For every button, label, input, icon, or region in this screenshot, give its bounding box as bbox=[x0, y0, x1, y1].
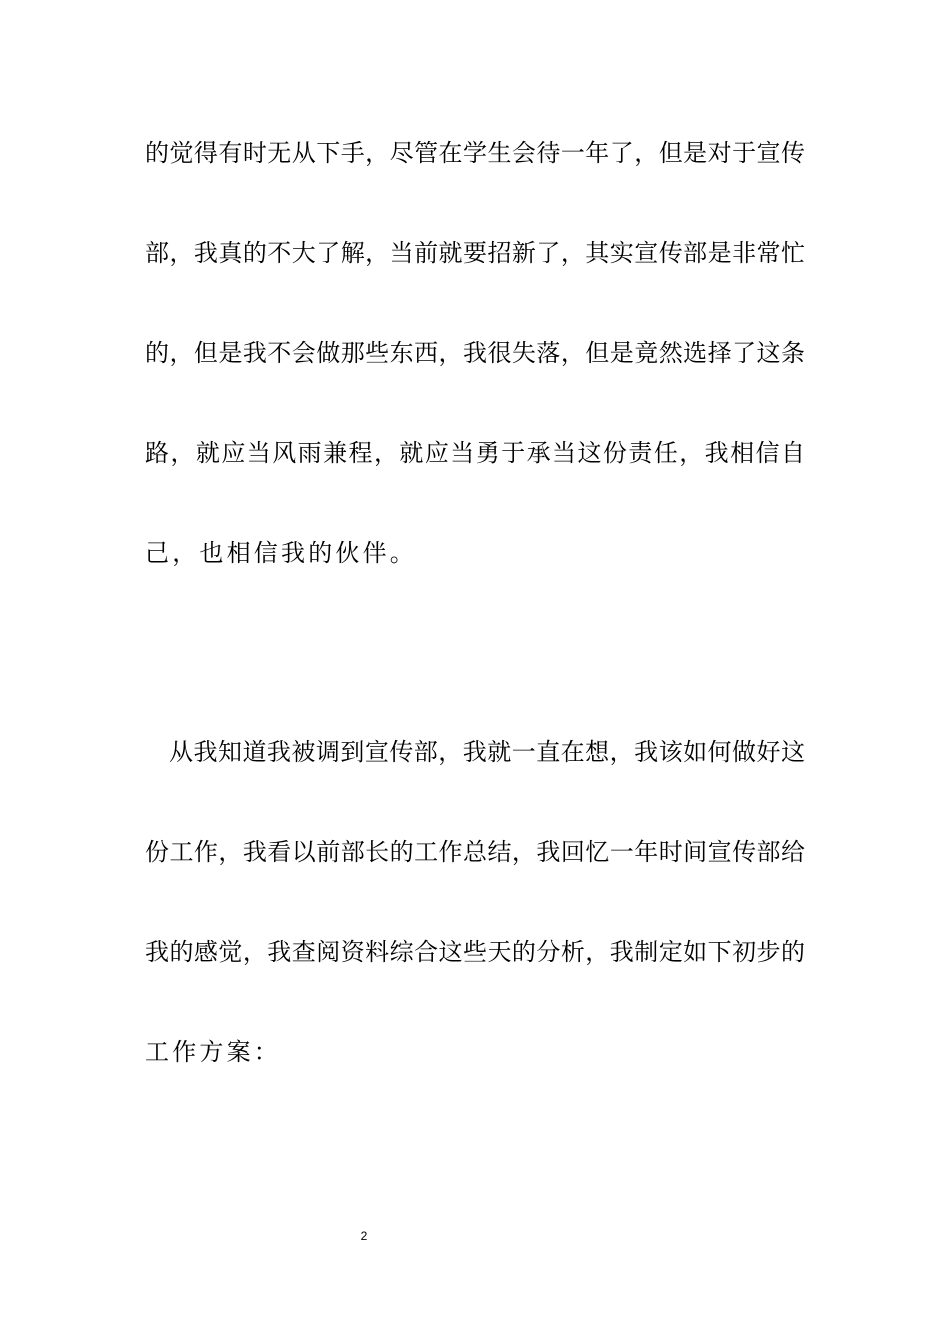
paragraph-2-line-2: 份工作，我看以前部长的工作总结，我回忆一年时间宣传部给 bbox=[145, 838, 805, 866]
paragraph-1-line-1: 的觉得有时无从下手，尽管在学生会待一年了，但是对于宣传 bbox=[145, 139, 805, 167]
paragraph-1-line-2: 部，我真的不大了解，当前就要招新了，其实宣传部是非常忙 bbox=[145, 239, 805, 267]
paragraph-1-line-4: 路，就应当风雨兼程，就应当勇于承当这份责任，我相信自 bbox=[145, 439, 805, 467]
paragraph-1-line-5: 己，也相信我的伙伴。 bbox=[145, 539, 417, 567]
paragraph-2-line-3: 我的感觉，我查阅资料综合这些天的分析，我制定如下初步的 bbox=[145, 938, 805, 966]
paragraph-1-line-3: 的，但是我不会做那些东西，我很失落，但是竟然选择了这条 bbox=[145, 339, 805, 367]
paragraph-2-line-1: 从我知道我被调到宣传部，我就一直在想，我该如何做好这 bbox=[169, 738, 805, 766]
paragraph-2-line-4: 工作方案： bbox=[145, 1038, 281, 1066]
page-number: 2 bbox=[360, 1229, 368, 1243]
